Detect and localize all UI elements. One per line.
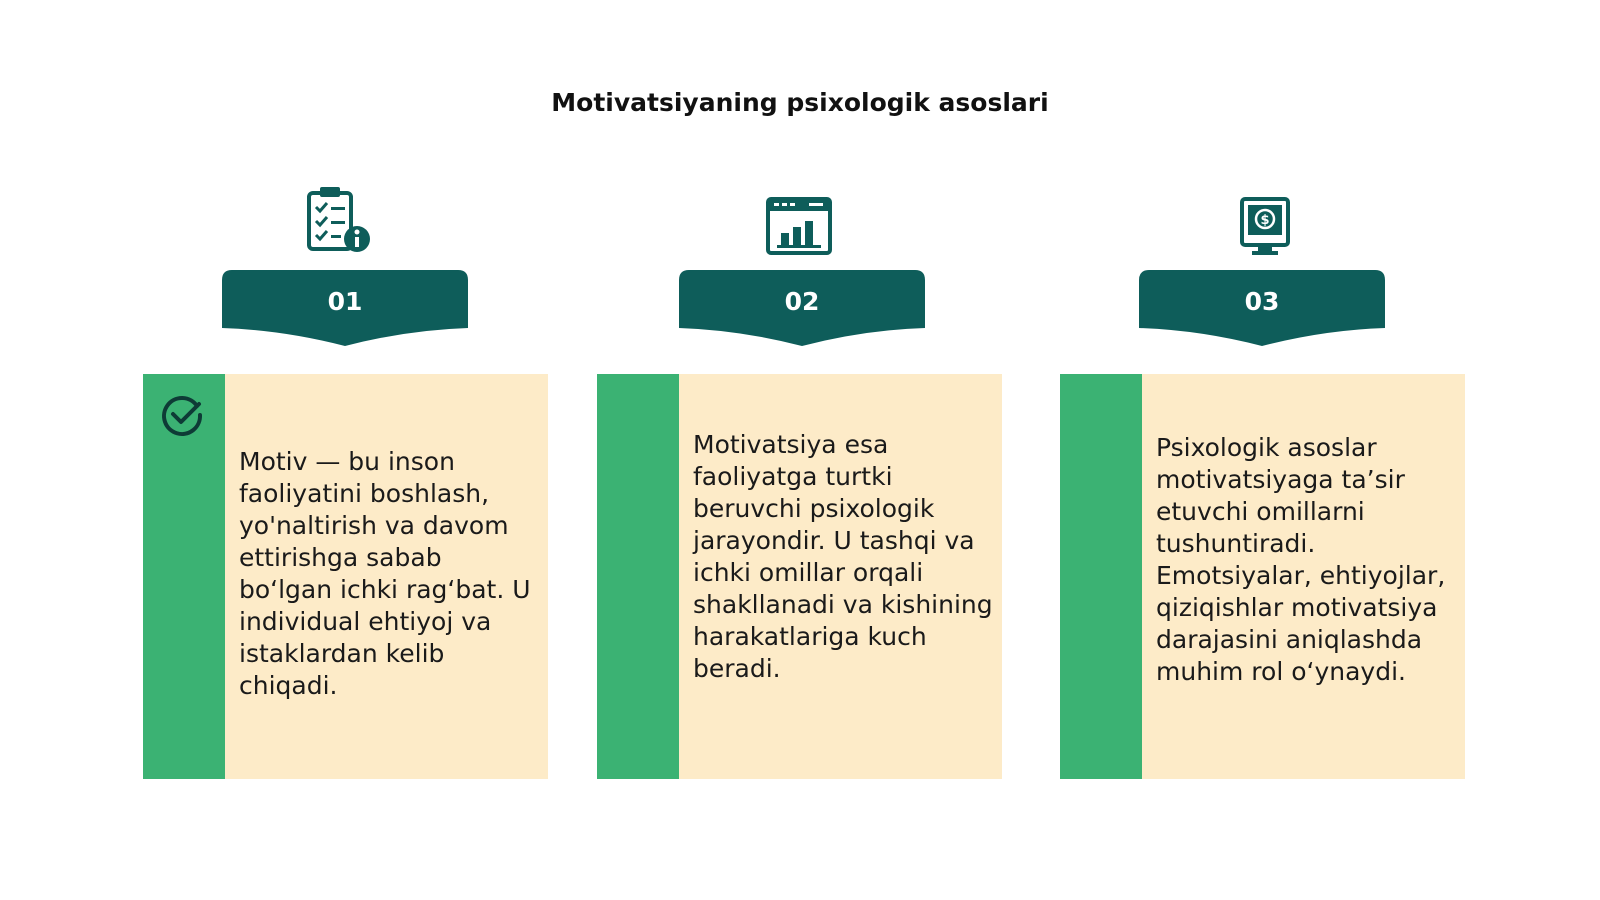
card-text: Motivatsiya esa faoliyatga turtki beruvchi psixologik jarayondir. U tashqi va ichki omillar orqali shakllanadi va kishining harakatlariga kuch beradi.	[693, 430, 993, 683]
checkmark-circle-icon	[159, 392, 205, 438]
step-banner-02	[679, 270, 925, 346]
info-card-01	[143, 374, 548, 779]
info-card-02	[597, 374, 1002, 779]
clipboard-checklist-info-icon	[305, 185, 385, 265]
card-stripe	[597, 374, 679, 779]
card-text: Psixologik asoslar motivatsiyaga ta’sir etuvchi omillarni tushuntiradi. Emotsiyalar, ehtiyojlar, qiziqishlar motivatsiya darajasini aniqlashda muhim rol o‘ynaydi.	[1156, 433, 1446, 686]
info-card-03	[1060, 374, 1465, 779]
card-body	[679, 374, 1002, 779]
step-number: 03	[1244, 287, 1280, 316]
step-number: 02	[784, 287, 820, 316]
dollar-monitor-icon	[1238, 195, 1318, 275]
card-stripe	[1060, 374, 1142, 779]
step-banner-03	[1139, 270, 1385, 346]
card-text: Motiv — bu inson faoliyatini boshlash, yo'naltirish va davom ettirishga sabab bo‘lgan ichki rag‘bat. U individual ehtiyoj va istaklardan kelib chiqadi.	[239, 447, 531, 700]
card-body	[1142, 374, 1465, 779]
step-number: 01	[327, 287, 363, 316]
card-stripe	[143, 374, 225, 779]
card-body	[225, 374, 548, 779]
svg-text:$: $	[1260, 213, 1270, 228]
page-title: Motivatsiyaning psixologik asoslari	[551, 88, 1049, 117]
step-banner-01	[222, 270, 468, 346]
bar-chart-window-icon	[765, 195, 845, 275]
